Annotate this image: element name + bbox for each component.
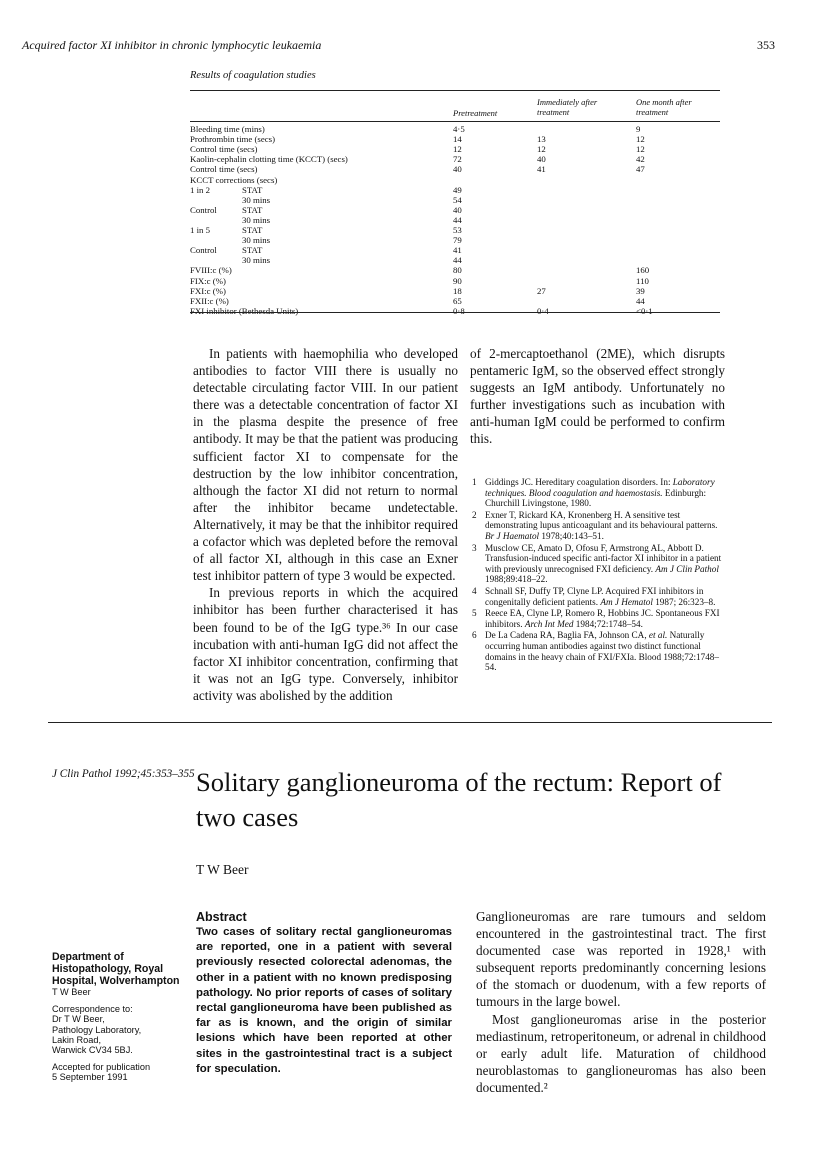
row-sublabel: STAT <box>242 204 263 215</box>
row-label: Bleeding time (mins) <box>190 124 265 134</box>
pretreatment-value: 14 <box>453 134 462 145</box>
department: Department of Histopathology, Royal Hospital, Wolverhampton <box>52 951 180 987</box>
correspondence-name: Dr T W Beer, <box>52 1014 105 1025</box>
article-separator <box>48 722 772 723</box>
immediately-value: 13 <box>537 134 546 145</box>
one-month-value: <0·1 <box>636 305 653 316</box>
pretreatment-value: 53 <box>453 225 462 235</box>
pretreatment-value: 12 <box>453 144 462 155</box>
pretreatment-value: 40 <box>453 204 462 215</box>
reference-item: 2 Exner T, Rickard KA, Kronenberg H. A sensitive test demonstrating lupus anticoagulant and its behavioural patterns. Br J Haematol 1978;40:143–51. <box>472 509 718 541</box>
table-row <box>190 225 720 235</box>
row-label: Prothrombin time (secs) <box>190 134 276 145</box>
body-paragraph: In patients with haemophilia who developed antibodies to factor VIII there is usually no detectable circulating factor VIII. In our patient there was a detectable concentration of factor XI in the plasma despite the presence of free antibody. It may be that the patient was producing sufficient factor XI to compensate for the destruction by the low inhibitor concentration, although the factor XI did not return to normal after the inhibitor became undetectable. Alternatively, it may be that the inhibitor required a cofactor which was depleted before the removal of all factor XI, although in this case an Exner test inhibitor pattern of type 3 would be expected. <box>193 346 458 584</box>
running-title: Acquired factor XI inhibitor in chronic lymphocytic leukaemia <box>22 38 322 52</box>
row-sublabel: STAT <box>242 184 263 195</box>
affiliation-block <box>52 952 182 1083</box>
table-row <box>190 255 720 265</box>
pretreatment-value: 18 <box>453 285 462 296</box>
reference-item: 4 Schnall SF, Duffy TP, Clyne LP. Acquired FXI inhibitors in congenitally deficient patients. Am J Hematol 1987; 26:323–8. <box>472 585 716 607</box>
col-head-pretreatment: Pretreatment <box>453 108 498 118</box>
row-sublabel: 30 mins <box>242 214 271 225</box>
row-label: Kaolin-cephalin clotting time (KCCT) (secs) <box>190 154 348 165</box>
row-label: Control <box>190 204 217 215</box>
row-label: FVIII:c (%) <box>190 265 232 276</box>
table-bottom-rule <box>190 312 720 313</box>
table-row <box>190 195 720 205</box>
immediately-value: 27 <box>537 285 546 296</box>
pretreatment-value: 65 <box>453 295 462 306</box>
table-row <box>190 154 720 164</box>
journal-citation: J Clin Pathol 1992;45:353–355 <box>52 768 195 780</box>
body-paragraph: Most ganglioneuromas arise in the posterior mediastinum, retroperitoneum, or adrenal in childhood or early adult life. Maturation of childhood neuroblastomas to ganglioneuromas has also been documented.² <box>476 1011 766 1095</box>
one-month-value: 44 <box>636 295 645 306</box>
reference-item: 6 De La Cadena RA, Baglia FA, Johnson CA, et al. Naturally occurring human antibodies against two distinct functional domains in the heavy chain of FXI/FXIa. Blood 1988;72:1748–54. <box>472 630 719 673</box>
row-label: 1 in 5 <box>190 225 211 235</box>
page-number: 353 <box>757 38 775 52</box>
table-row <box>190 306 720 316</box>
address-line: Lakin Road, <box>52 1035 102 1046</box>
table-row <box>190 164 720 174</box>
row-label: Control time (secs) <box>190 164 258 175</box>
one-month-value: 47 <box>636 164 645 175</box>
article-title: Solitary ganglioneuroma of the rectum: Report of two cases <box>196 767 722 832</box>
pretreatment-value: 0·8 <box>453 305 465 316</box>
address-line: Warwick CV34 5BJ. <box>52 1045 133 1056</box>
table-row <box>190 175 720 185</box>
pretreatment-value: 54 <box>453 194 462 205</box>
pretreatment-value: 41 <box>453 245 462 256</box>
pretreatment-value: 44 <box>453 214 462 225</box>
row-label: KCCT corrections (secs) <box>190 174 278 185</box>
abstract-heading: Abstract <box>196 910 247 924</box>
pretreatment-value: 49 <box>453 184 462 195</box>
col-head-one-month: One month after treatment <box>636 97 692 117</box>
row-label: FXII:c (%) <box>190 295 229 306</box>
pretreatment-value: 4·5 <box>453 124 465 134</box>
one-month-value: 39 <box>636 285 645 296</box>
table-row <box>190 144 720 154</box>
references-list <box>472 477 722 674</box>
body-left-column <box>193 345 458 704</box>
table-caption: Results of coagulation studies <box>190 70 316 81</box>
table-row <box>190 134 720 144</box>
accepted-date: 5 September 1991 <box>52 1072 128 1083</box>
one-month-value: 42 <box>636 154 645 165</box>
table-header-rule <box>190 121 720 122</box>
one-month-value: 9 <box>636 124 641 134</box>
accepted-label: Accepted for publication <box>52 1061 151 1072</box>
immediately-value: 12 <box>537 144 546 155</box>
table-row <box>190 265 720 275</box>
reference-item: 1 Giddings JC. Hereditary coagulation disorders. In: Laboratory techniques. Blood coagulation and haemostasis. Edinburgh: Churchill Livingstone, 1980. <box>472 477 715 509</box>
affiliation-author: T W Beer <box>52 987 91 998</box>
pretreatment-value: 80 <box>453 265 462 276</box>
table-row <box>190 205 720 215</box>
table-row <box>190 296 720 306</box>
immediately-value: 41 <box>537 164 546 175</box>
pretreatment-value: 44 <box>453 255 462 266</box>
pretreatment-value: 79 <box>453 235 462 246</box>
pretreatment-value: 72 <box>453 154 462 165</box>
col-head-immediately: Immediately after treatment <box>537 97 598 117</box>
table-row <box>190 235 720 245</box>
pretreatment-value: 90 <box>453 275 462 286</box>
one-month-value: 12 <box>636 144 645 155</box>
reference-item: 5 Reece EA, Clyne LP, Romero R, Hobbins JC. Spontaneous FXI inhibitors. Arch Int Med 1984;72:1748–54. <box>472 608 720 629</box>
row-label: FIX:c (%) <box>190 275 226 286</box>
correspondence-label: Correspondence to: <box>52 1003 133 1014</box>
row-label: Control time (secs) <box>190 144 258 155</box>
row-sublabel: 30 mins <box>242 194 271 205</box>
reference-item: 3 Musclow CE, Amato D, Ofosu F, Armstrong AL, Abbott D. Transfusion-induced specific anti-factor XI inhibitor in a patient with previously unrecognised FXI deficiency. Am J Clin Pathol 1988;89:418–22. <box>472 542 722 585</box>
body-right-column <box>470 345 725 448</box>
row-label: FXI inhibitor (Bethesda Units) <box>190 305 299 316</box>
row-label: Control <box>190 245 217 256</box>
table-row <box>190 286 720 296</box>
table-row <box>190 215 720 225</box>
body-paragraph: In previous reports in which the acquired inhibitor has been further characterised it has been found to be of the IgG type.³⁶ In our case incubation with anti-human IgG did not affect the factor XI inhibitor concentration, confirming that it was not an IgG type. Conversely, inhibitor activity was abolished by the addition <box>193 585 458 703</box>
row-sublabel: STAT <box>242 225 263 235</box>
table-row <box>190 245 720 255</box>
body-paragraph: Ganglioneuromas are rare tumours and seldom encountered in the gastrointestinal tract. The first documented case was reported in 1928,¹ with subsequent reports predominantly concerning lesions of the stomach or duodenum, with a few reports of tumours in the large bowel. <box>476 909 766 1010</box>
one-month-value: 12 <box>636 134 645 145</box>
intro-column <box>476 908 766 1096</box>
address-line: Pathology Laboratory, <box>52 1024 142 1035</box>
abstract-text: Two cases of solitary rectal ganglioneuromas are reported, one in a patient with several previously resected colorectal adenomas, the other in a patient with no known predisposing pathology. No prior reports of cases of solitary rectal ganglioneuroma have been published as far as is known, and the origin of similar lesions which have been reported at other sites in the gastrointestinal tract is a subject for speculation. <box>196 926 452 1075</box>
row-sublabel: 30 mins <box>242 255 271 266</box>
one-month-value: 160 <box>636 265 650 276</box>
row-sublabel: 30 mins <box>242 235 271 246</box>
abstract <box>196 910 452 1077</box>
pretreatment-value: 40 <box>453 164 462 175</box>
row-label: 1 in 2 <box>190 184 211 195</box>
table-row <box>190 185 720 195</box>
one-month-value: 110 <box>636 275 649 286</box>
immediately-value: 40 <box>537 154 546 165</box>
table-top-rule <box>190 90 720 91</box>
article-author: T W Beer <box>196 862 249 877</box>
body-paragraph: of 2-mercaptoethanol (2ME), which disrupts pentameric IgM, so the observed effect strongly suggests an IgM antibody. Unfortunately no further investigations such as incubation with anti-human IgM could be performed to confirm this. <box>470 346 725 447</box>
immediately-value: 0·4 <box>537 305 549 316</box>
row-sublabel: STAT <box>242 245 263 256</box>
table-row <box>190 124 720 134</box>
row-label: FXI:c (%) <box>190 285 226 296</box>
table-row <box>190 276 720 286</box>
